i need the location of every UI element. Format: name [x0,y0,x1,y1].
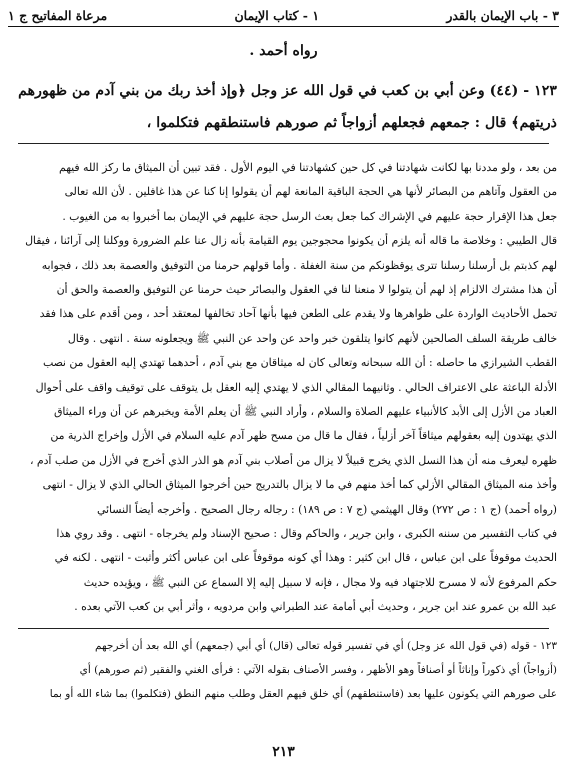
commentary-line: ظهره ليعرف منه أن هذا النسل الذي يخرج قبيلاً لا يزال من أصلاب بني آدم هو الذر الذي أخرج في الأزل من صلب آدم ، [29,453,557,467]
commentary-line: حكم المرفوع لأنه لا مسرح للاجتهاد فيه ولا مجال ، فإنه لا سبيل إليه إلا السماع عن النبي ﷺ ، ويؤيده حديث [83,575,557,589]
hadith-line: رواه أحمد . [249,43,318,59]
header-work-title: مرعاة المفاتيح ج ١ [8,7,108,23]
commentary-line: الحديث موقوفاً على ابن عباس ، قال ابن كثير : وهذا أي كونه موقوفاً على ابن عباس أكثر وأثبت - انتهى . لكنه في [54,551,557,565]
commentary-line: (رواه أحمد) (ج ١ : ص ٢٧٢) وقال الهيثمي (ج ٧ : ص ١٨٩) : رجاله رجال الصحيح . وأخرجه أيضاً النسائي [97,502,557,516]
footnote-line: ١٢٣ - قوله (في قول الله عز وجل) أي في تفسير قوله تعالى (قال) أي أبي (جمعهم) أي الله بعد أن أخرجهم [95,640,557,652]
commentary-line: عبد الله بن عمرو عند ابن جرير ، وحديث أبي أمامة عند الطبراني وابن مردويه ، وأثر أبي بن كعب الآتي بعده . [74,600,557,614]
commentary-line: الأدلة الباعثة على الاعتراف الحالي . وثانيهما المقالي الذي لا يهتدي إليه العقل بل يتوقف على توقيف واقف على أحوال [35,380,557,394]
running-header [8,5,559,25]
page-number: ٢١٣ [272,744,295,760]
commentary-line: من بعد ، ولو مددنا بها لكانت شهادتنا في كل حين كشهادتنا في اليوم الأول . فقد تبين أن الميثاق ما ركز الله فيهم [59,161,557,174]
commentary-line: جعل هذا الإقرار حجة عليهم في الإشراك كما جعل بعث الرسل حجة عليهم في الإيمان بما أخبروا به من الغيوب . [62,209,557,223]
commentary-line: من العقول وآتاهم من البصائر لأنها هي الحجة الباقية المانعة لهم أن يقولوا إنا كنا عن هذا غافلين . لأن الله تعالى [64,185,557,199]
commentary-line: أن هذا مشترك الالزام إذ لهم أن يتولوا لا منعنا لنا في العقول والبصائر حيث حرمنا عن التوفيق والعصمة والحق أن [56,283,557,296]
commentary-line: في كتاب التفسير من سننه الكبرى ، وابن جرير ، والحاكم وقال : صحيح الإسناد ولم يخرجاه - انتهى . وقد روي هذا [56,527,557,540]
hadith-line: ذريتهم﴾ قال : جمعهم فجعلهم أزواجاً ثم صورهم فاستنطقهم فتكلموا ، [146,115,557,131]
commentary-line: العباد من الأزل إلى الأبد كالأنبياء عليهم الصلاة والسلام ، وأراد النبي ﷺ أن يعلم الأمة ويخبرهم عن أن وراء الميثاق [53,405,557,418]
footnote-line: (أزواجاً) أي ذكوراً وإناثاً أو أصنافاً وهو الأظهر ، وفسر الأصناف بقوله الآتي : فرأى الغني والفقير (ثم صورهم) أي [79,664,557,676]
commentary-line: تحمل الأحاديث الواردة على ظواهرها ولا يقدم على الطعن فيها بأنها آحاد تخالفها لمعتقد أحد ، ومن أقدم على هذا فقد [39,307,557,321]
footnote-line: على صورهم التي يكونون عليها بعد (فاستنطقهم) أي خلق فيهم العقل وطلب منهم النطق (فتكلموا) بما شاء الله أو بما [49,688,557,700]
commentary-line: القطب الشيرازي ما حاصله : أن الله سبحانه وتعالى كان له ميثاقان مع بني آدم ، أحدهما تهتدي إليه العقول من نصب [42,356,557,370]
commentary-line: وأخذ منه الميثاق المقالي الأزلي كما أخذ منهم في ما لا يزال بالتدريج حين أخرجوا الميثاق الحالي الذي لا يزال - انتهى [42,478,557,492]
commentary-line: خالف طريقة السلف الصالحين لأنهم كانوا يتلقون خبر واحد عن واحد عن النبي ﷺ ويجعلونه سنة . انتهى . وقال [67,331,557,345]
commentary-line: الذي يهتدون إليه بعقولهم ميثاقاً آخر أزلياً ، فقال ما قال من مسح ظهر آدم عليه السلام في الأزل وإخراج الذرية من [50,429,557,443]
commentary-line: لهم كذبتم بل أرسلنا رسلنا تترى يوقظونكم من سنة الغفلة . وأما قولهم حرمنا من التوفيق والعصمة بعد ذلك ، فجوابه [41,258,557,272]
hadith-line: ١٢٣ - (٤٤) وعن أبي بن كعب في قول الله عز وجل ﴿وإذ أخذ ربك من بني آدم من ظهورهم [18,83,557,99]
header-chapter: ٣ - باب الإيمان بالقدر [446,7,559,23]
header-rule [8,26,559,27]
commentary-line: قال الطيبي : وخلاصة ما قاله أنه يلزم أن يكونوا محجوجين يوم القيامة بأنه زال عنا علم الضرورة ووكلنا إلى آرائنا ، فيقال [25,234,557,248]
section-rule [18,143,549,144]
footnote-rule [18,628,549,629]
header-book: ١ - كتاب الإيمان [234,7,320,23]
